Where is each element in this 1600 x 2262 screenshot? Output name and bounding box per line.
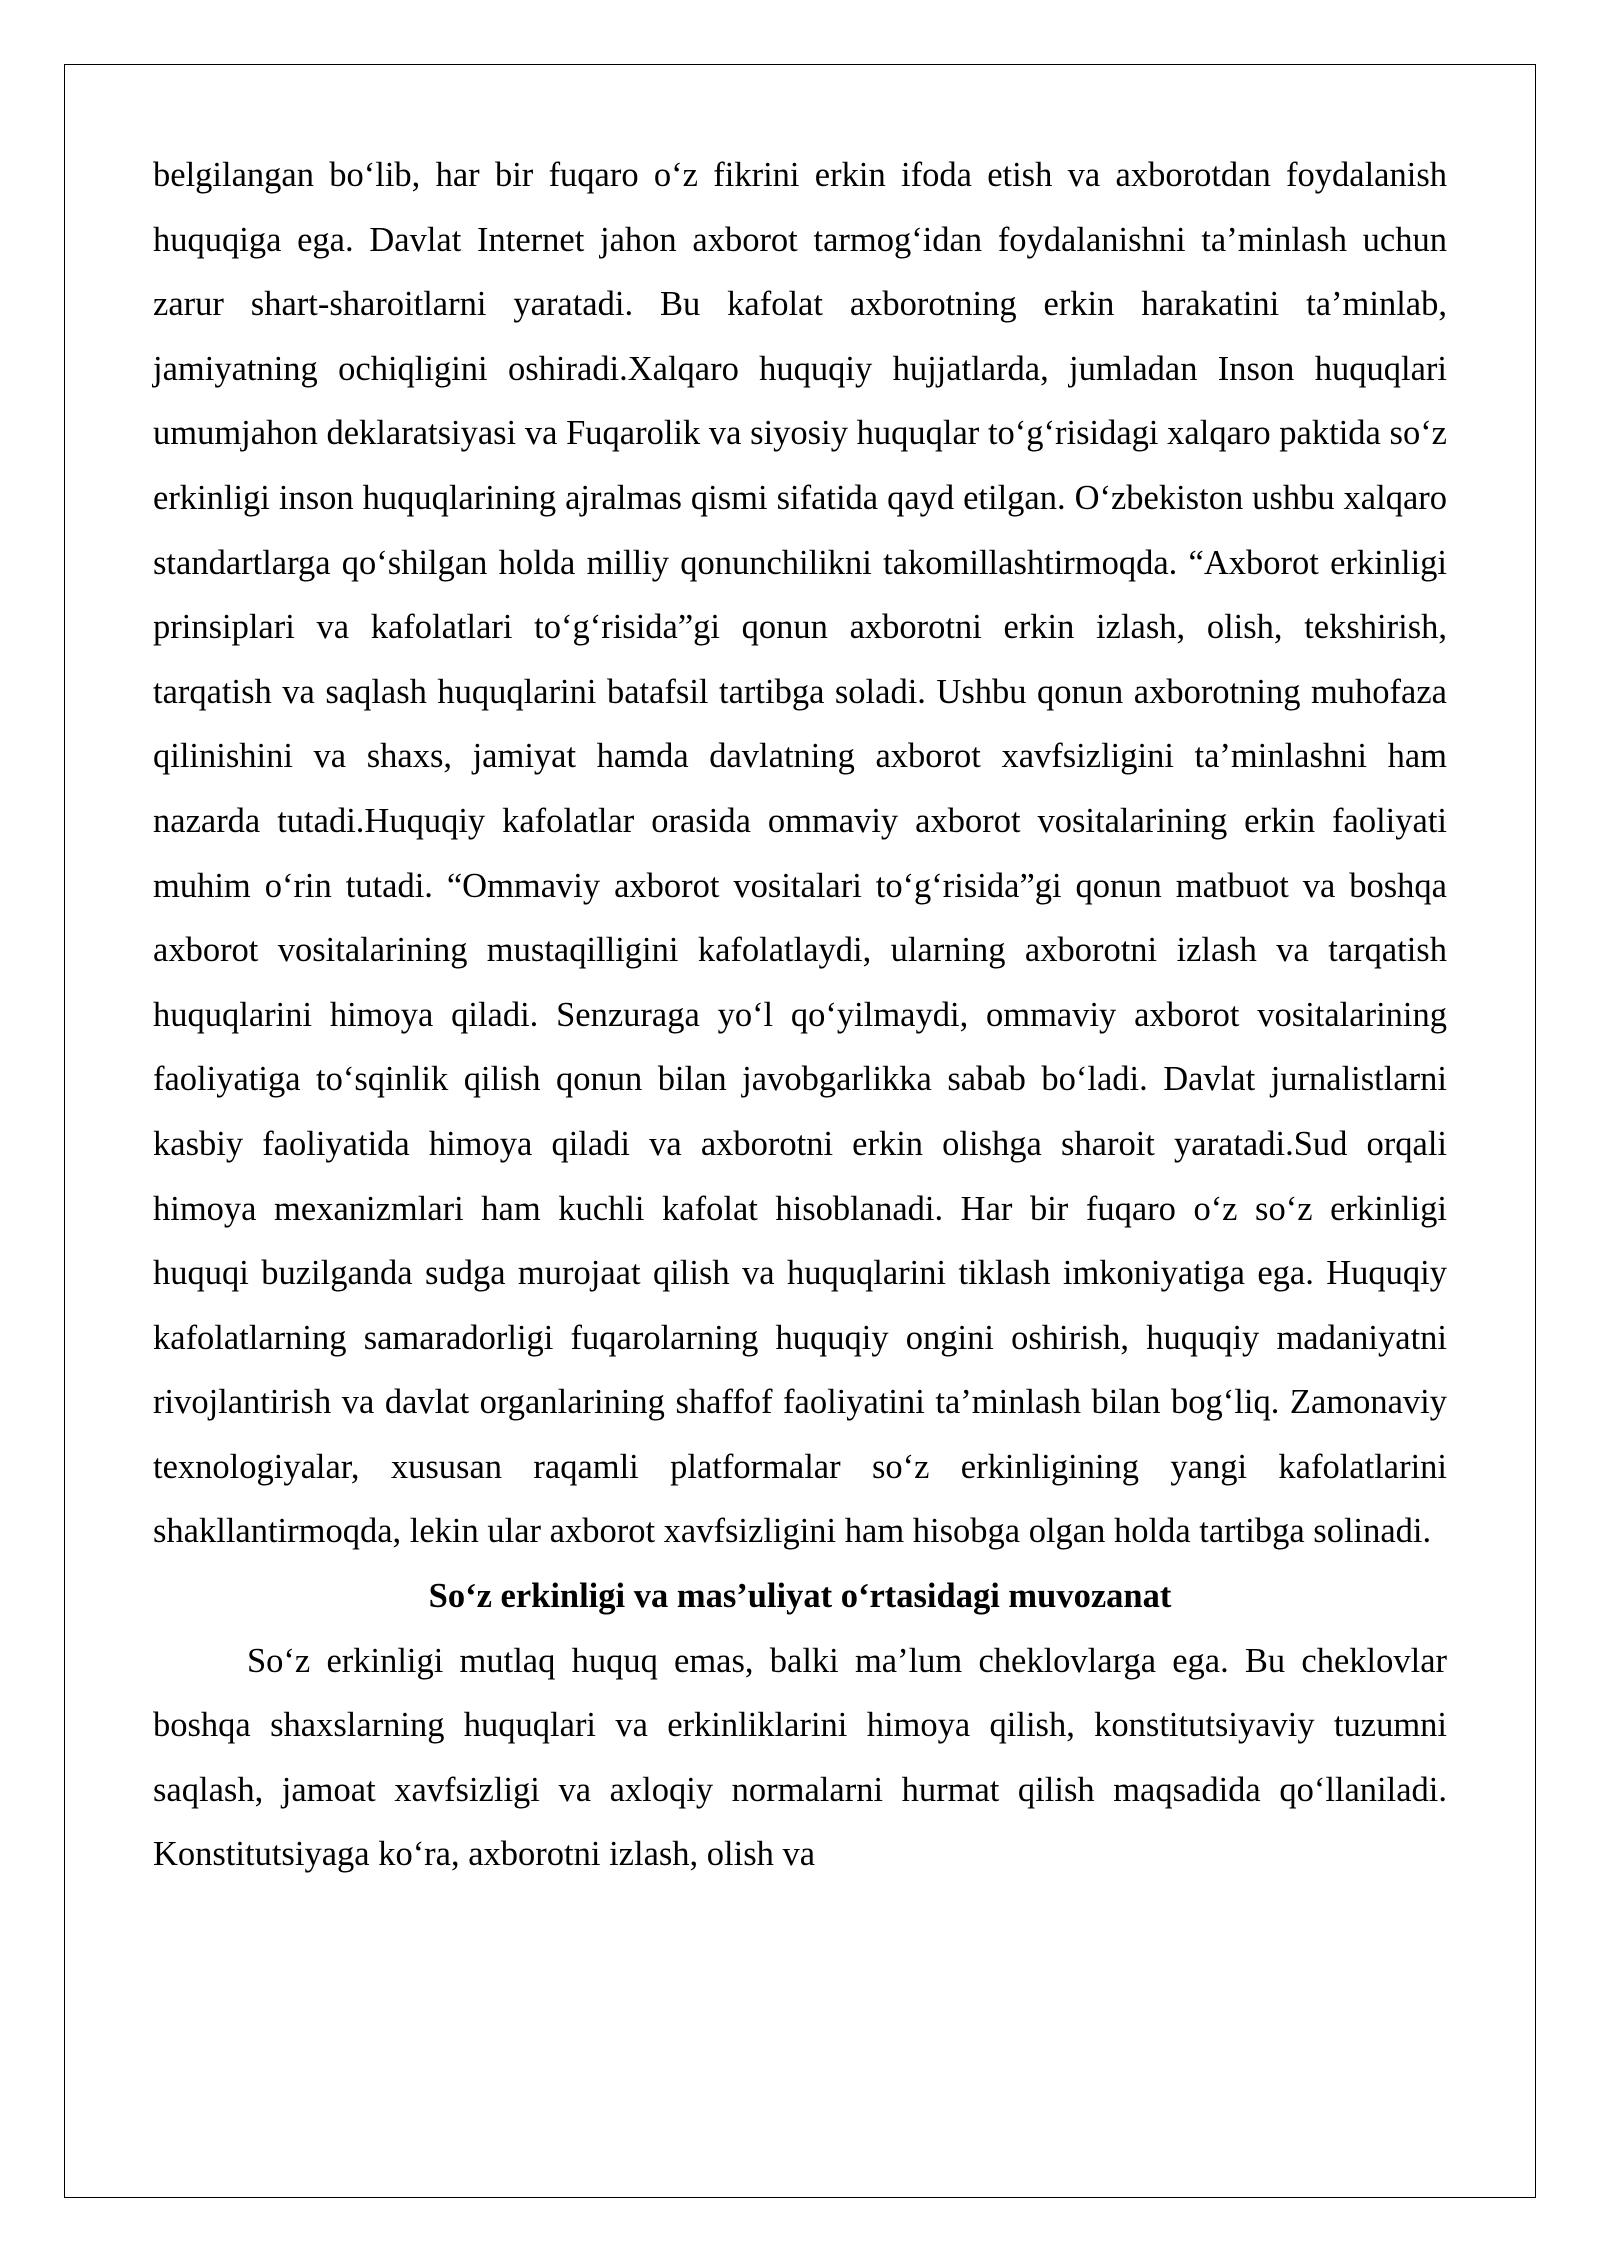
body-paragraph-1: belgilangan bo‘lib, har bir fuqaro o‘z fikrini erkin ifoda etish va axborotdan foydalanish huquqiga ega. Davlat Internet jahon axborot tarmog‘idan foydalanishni ta’minlash uchun zarur shart-sharoitlarni yaratadi. Bu kafolat axborotning erkin harakatini ta’minlab, jamiyatning ochiqligini oshiradi.Xalqaro huquqiy hujjatlarda, jumladan Inson huquqlari umumjahon deklaratsiyasi va Fuqarolik va siyosiy huquqlar to‘g‘risidagi xalqaro paktida so‘z erkinligi inson huquqlarining ajralmas qismi sifatida qayd etilgan. O‘zbekiston ushbu xalqaro standartlarga qo‘shilgan holda milliy qonunchilikni takomillashtirmoqda. “Axborot erkinligi prinsiplari va kafolatlari to‘g‘risida”gi qonun axborotni erkin izlash, olish, tekshirish, tarqatish va saqlash huquqlarini batafsil tartibga soladi. Ushbu qonun axborotning muhofaza qilinishini va shaxs, jamiyat hamda davlatning axborot xavfsizligini ta’minlashni ham nazarda tutadi.Huquqiy kafolatlar orasida ommaviy axborot vositalarining erkin faoliyati muhim o‘rin tutadi. “Ommaviy axborot vositalari to‘g‘risida”gi qonun matbuot va boshqa axborot vositalarining mustaqilligini kafolatlaydi, ularning axborotni izlash va tarqatish huquqlarini himoya qiladi. Senzuraga yo‘l qo‘yilmaydi, ommaviy axborot vositalarining faoliyatiga to‘sqinlik qilish qonun bilan javobgarlikka sabab bo‘ladi. Davlat jurnalistlarni kasbiy faoliyatida himoya qiladi va axborotni erkin olishga sharoit yaratadi.Sud orqali himoya mexanizmlari ham kuchli kafolat hisoblanadi. Har bir fuqaro o‘z so‘z erkinligi huquqi buzilganda sudga murojaat qilish va huquqlarini tiklash imkoniyatiga ega. Huquqiy kafolatlarning samaradorligi fuqarolarning huquqiy ongini oshirish, huquqiy madaniyatni rivojlantirish va davlat organlarining shaffof faoliyatini ta’minlash bilan bog‘liq. Zamonaviy texnologiyalar, xususan raqamli platformalar so‘z erkinligining yangi kafolatlarini shakllantirmoqda, lekin ular axborot xavfsizligini ham hisobga olgan holda tartibga solinadi.: [153, 156, 1447, 1551]
document-body: [153, 143, 1447, 1887]
section-heading: So‘z erkinligi va mas’uliyat o‘rtasidagi muvozanat: [428, 1577, 1172, 1616]
body-paragraph-2: So‘z erkinligi mutlaq huquq emas, balki ma’lum cheklovlarga ega. Bu cheklovlar boshqa shaxslarning huquqlari va erkinliklarini himoya qilish, konstitutsiyaviy tuzumni saqlash, jamoat xavfsizligi va axloqiy normalarni hurmat qilish maqsadida qo‘llaniladi. Konstitutsiyaga ko‘ra, axborotni izlash, olish va: [153, 1641, 1447, 1874]
